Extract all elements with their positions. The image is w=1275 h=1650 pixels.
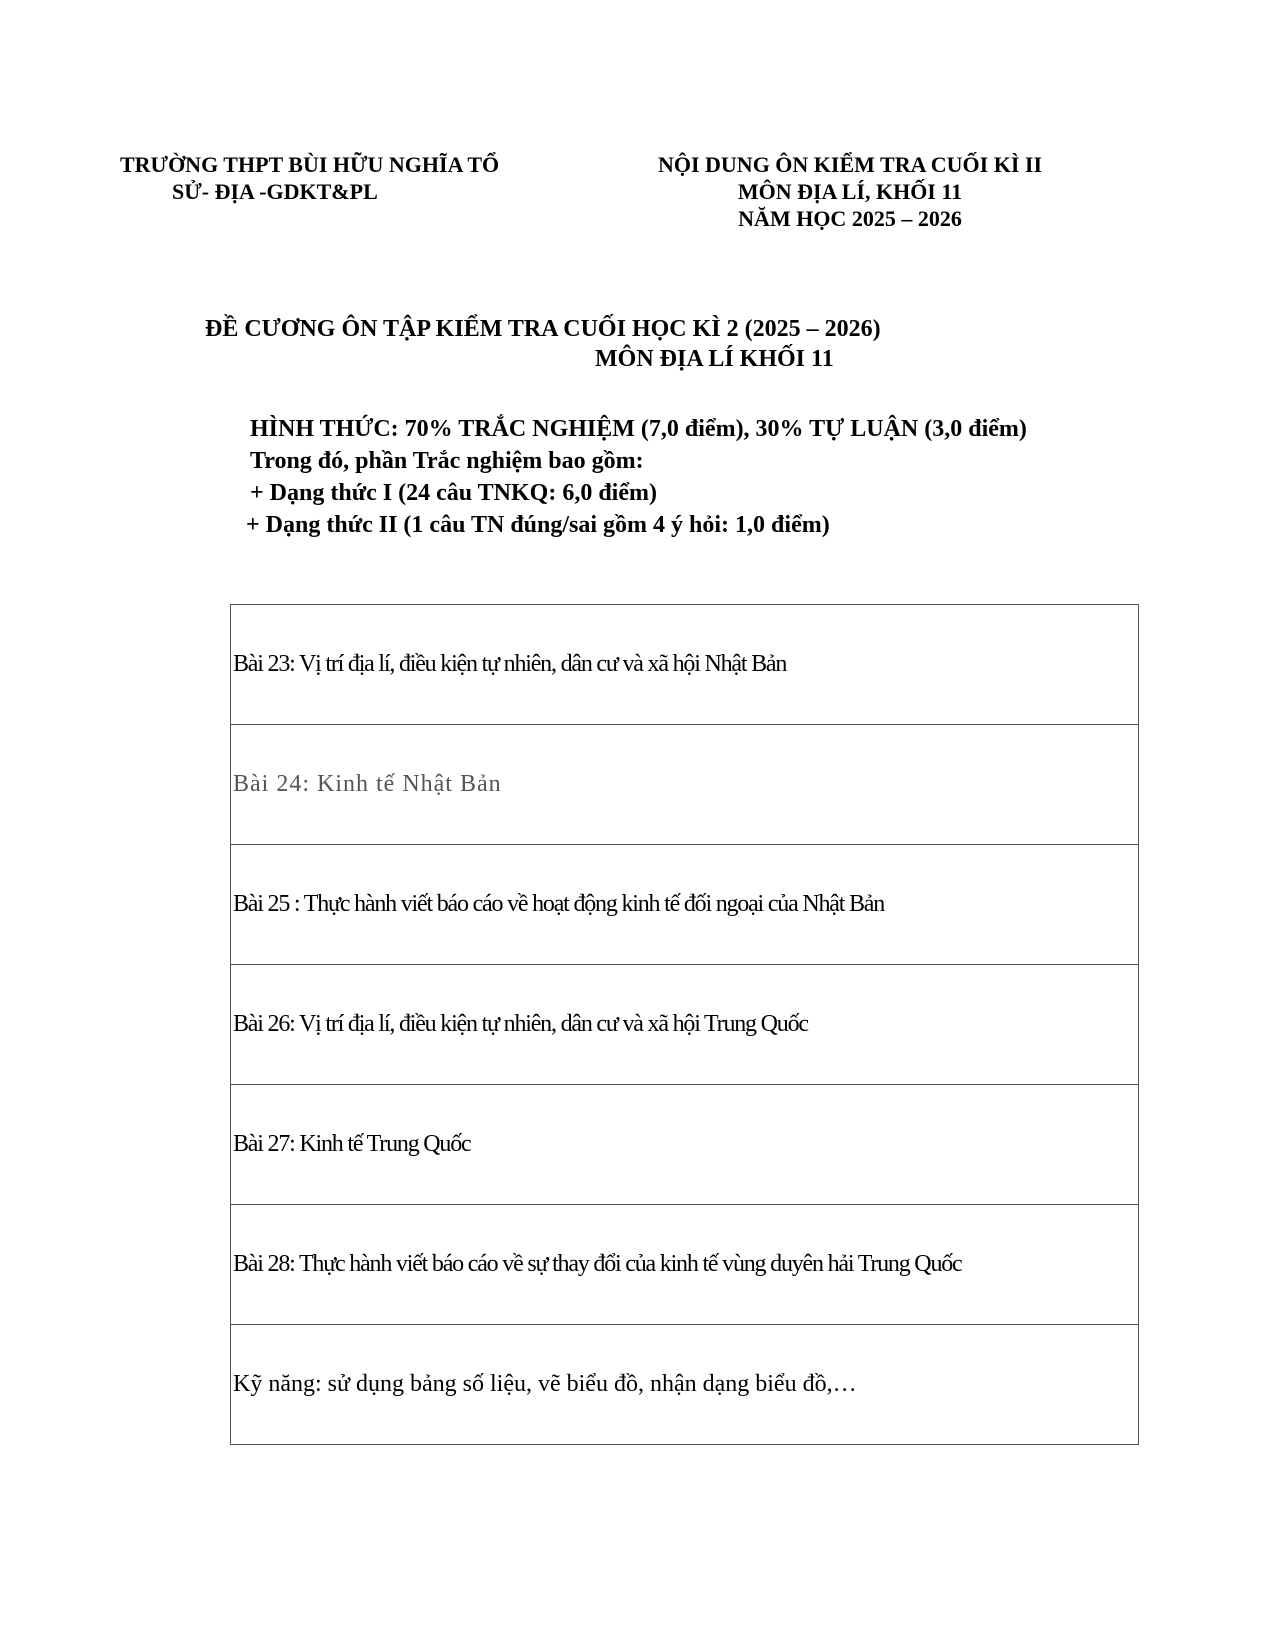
topic-cell: Bài 23: Vị trí địa lí, điều kiện tự nhiên, dân cư và xã hội Nhật Bản [231, 605, 1139, 725]
table-row [231, 1085, 1139, 1205]
table-row [231, 845, 1139, 965]
topics-table [230, 604, 1139, 1445]
format-line: HÌNH THỨC: 70% TRẮC NGHIỆM (7,0 điểm), 30% TỰ LUẬN (3,0 điểm) [250, 416, 1027, 442]
topic-cell: Kỹ năng: sử dụng bảng số liệu, vẽ biểu đồ, nhận dạng biểu đồ,… [231, 1325, 1139, 1445]
exam-format [246, 413, 1250, 541]
table-row [231, 1205, 1139, 1325]
topic-cell: Bài 27: Kinh tế Trung Quốc [231, 1085, 1139, 1205]
department-name: SỬ- ĐỊA -GDKT&PL [172, 179, 378, 204]
document-header [600, 151, 1100, 232]
school-header [120, 151, 580, 205]
topic-cell: Bài 24: Kinh tế Nhật Bản [231, 725, 1139, 845]
outline-title [205, 314, 1105, 374]
table-row [231, 725, 1139, 845]
outline-title-line1: ĐỀ CƯƠNG ÔN TẬP KIỂM TRA CUỐI HỌC KÌ 2 (2025 – 2026) [205, 316, 881, 342]
school-year: NĂM HỌC 2025 – 2026 [738, 206, 962, 231]
table-row [231, 1325, 1139, 1445]
school-name: TRƯỜNG THPT BÙI HỮU NGHĨA TỔ [120, 152, 500, 177]
table-row [231, 965, 1139, 1085]
outline-title-line2: MÔN ĐỊA LÍ KHỐI 11 [595, 346, 834, 372]
table-row [231, 605, 1139, 725]
format-line: + Dạng thức II (1 câu TN đúng/sai gồm 4 ý hỏi: 1,0 điểm) [246, 512, 830, 538]
format-line: Trong đó, phần Trắc nghiệm bao gồm: [250, 448, 644, 474]
topic-cell: Bài 25 : Thực hành viết báo cáo về hoạt động kinh tế đối ngoại của Nhật Bản [231, 845, 1139, 965]
topic-cell: Bài 28: Thực hành viết báo cáo về sự thay đổi của kinh tế vùng duyên hải Trung Quốc [231, 1205, 1139, 1325]
subject-grade: MÔN ĐỊA LÍ, KHỐI 11 [737, 179, 963, 204]
review-content-title: NỘI DUNG ÔN KIỂM TRA CUỐI KÌ II [657, 152, 1043, 177]
topic-cell: Bài 26: Vị trí địa lí, điều kiện tự nhiên, dân cư và xã hội Trung Quốc [231, 965, 1139, 1085]
format-line: + Dạng thức I (24 câu TNKQ: 6,0 điểm) [250, 480, 657, 506]
